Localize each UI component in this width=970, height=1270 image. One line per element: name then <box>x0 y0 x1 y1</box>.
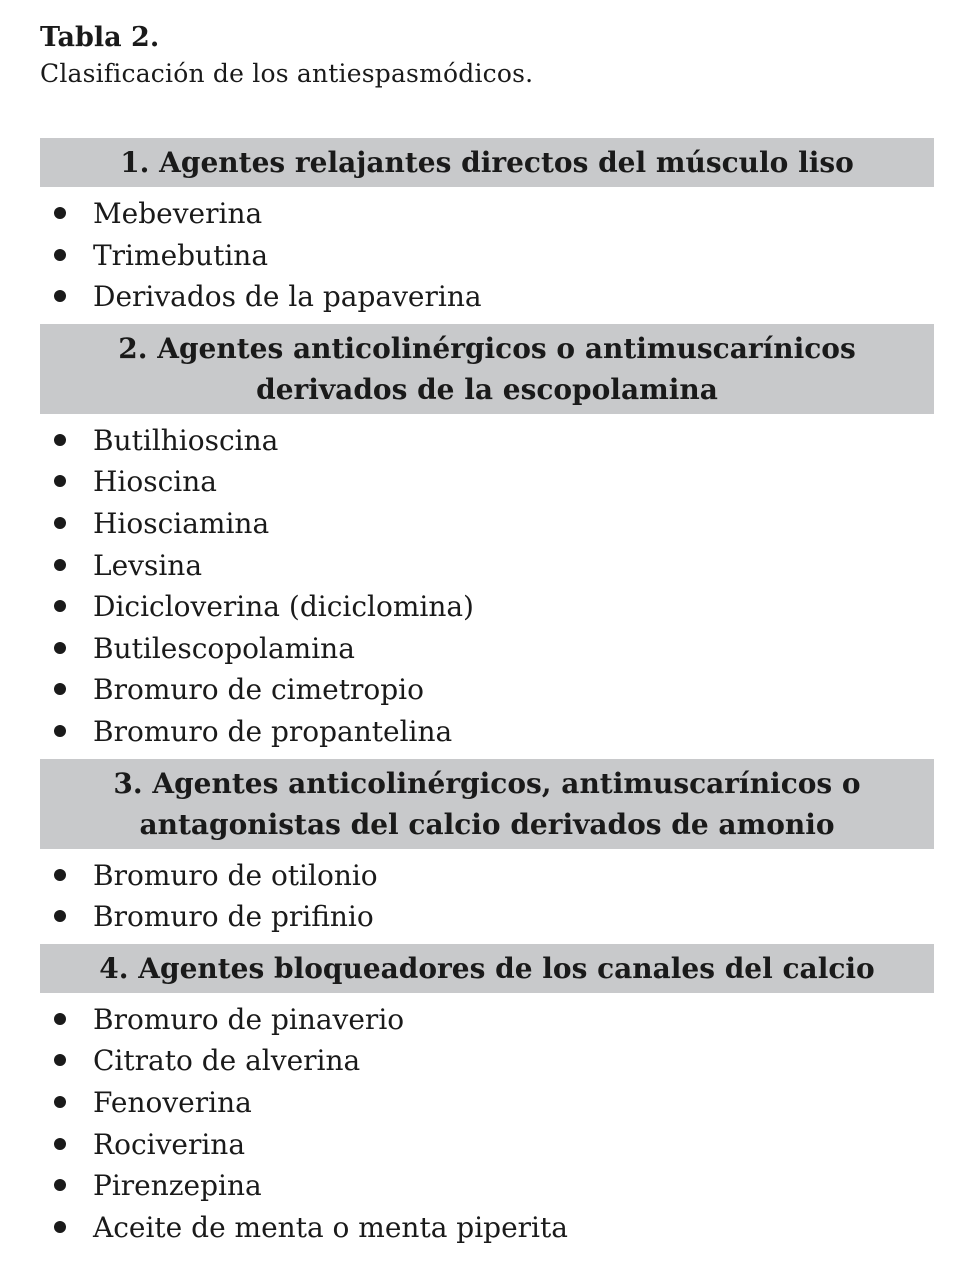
list-item: Hioscina <box>40 461 934 503</box>
list-item: Bromuro de otilonio <box>40 855 934 897</box>
section-header-4: 4. Agentes bloqueadores de los canales del calcio <box>40 944 934 993</box>
bullet-icon <box>54 249 66 261</box>
bullet-icon <box>54 559 66 571</box>
section-2-list <box>40 414 934 759</box>
bullet-icon <box>54 683 66 695</box>
bullet-icon <box>54 642 66 654</box>
list-item: Butilhioscina <box>40 420 934 462</box>
bullet-icon <box>54 1179 66 1191</box>
bullet-icon <box>54 725 66 737</box>
bullet-icon <box>54 600 66 612</box>
classification-table <box>40 138 934 1254</box>
list-item: Bromuro de propantelina <box>40 711 934 753</box>
section-header-3: 3. Agentes anticolinérgicos, antimuscarínicos o antagonistas del calcio derivados de amonio <box>40 759 934 849</box>
bullet-icon <box>54 1221 66 1233</box>
bullet-icon <box>54 869 66 881</box>
list-item: Hiosciamina <box>40 503 934 545</box>
section-header-1: 1. Agentes relajantes directos del músculo liso <box>40 138 934 187</box>
list-item: Citrato de alverina <box>40 1040 934 1082</box>
bullet-icon <box>54 207 66 219</box>
bullet-icon <box>54 1138 66 1150</box>
list-item: Aceite de menta o menta piperita <box>40 1207 934 1249</box>
section-header-2: 2. Agentes anticolinérgicos o antimuscarínicos derivados de la escopolamina <box>40 324 934 414</box>
section-4-list <box>40 993 934 1255</box>
section-1-list <box>40 187 934 324</box>
section-3-list <box>40 849 934 944</box>
list-item: Pirenzepina <box>40 1165 934 1207</box>
bullet-icon <box>54 1013 66 1025</box>
list-item: Fenoverina <box>40 1082 934 1124</box>
list-item: Levsina <box>40 545 934 587</box>
list-item: Mebeverina <box>40 193 934 235</box>
bullet-icon <box>54 1096 66 1108</box>
list-item: Derivados de la papaverina <box>40 276 934 318</box>
list-item: Rociverina <box>40 1124 934 1166</box>
list-item: Trimebutina <box>40 235 934 277</box>
list-item: Dicicloverina (diciclomina) <box>40 586 934 628</box>
bullet-icon <box>54 475 66 487</box>
bullet-icon <box>54 434 66 446</box>
bullet-icon <box>54 910 66 922</box>
list-item: Bromuro de prifinio <box>40 896 934 938</box>
bullet-icon <box>54 517 66 529</box>
list-item: Bromuro de pinaverio <box>40 999 934 1041</box>
list-item: Butilescopolamina <box>40 628 934 670</box>
bullet-icon <box>54 1054 66 1066</box>
bullet-icon <box>54 290 66 302</box>
table-label: Tabla 2. <box>40 22 160 53</box>
list-item: Bromuro de cimetropio <box>40 669 934 711</box>
table-caption: Clasificación de los antiespasmódicos. <box>40 59 534 88</box>
